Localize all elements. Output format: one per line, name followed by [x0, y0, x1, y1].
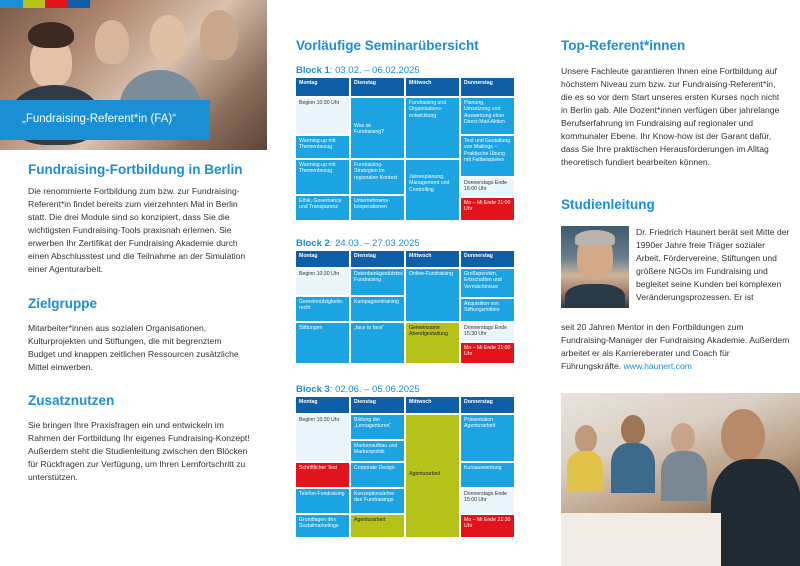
- course-heading: Fundraising-Fortbildung in Berlin: [28, 162, 243, 177]
- schedule-cell: Warming-up mit Themenbezug: [296, 160, 349, 194]
- schedule-cell: Corporate Design: [351, 463, 404, 487]
- day-header: Mittwoch: [406, 397, 459, 413]
- schedule-cell: Präsentation Agenturarbeit: [461, 415, 514, 461]
- schedule-cell: Ethik, Governance und Transparenz: [296, 196, 349, 220]
- brand-color-bar: [0, 0, 90, 8]
- block2-title: Block 2: 24.03. – 27.03.2025: [296, 238, 420, 249]
- day-header: Dienstag: [351, 251, 404, 267]
- schedule-cell: Beginn 10:30 Uhr: [296, 269, 349, 295]
- schedule-cell: Online-Fundraising: [406, 269, 459, 321]
- course-intro: Die renommierte Fortbildung zum bzw. zur Fundraising-Referent*in findet bereits zum vierzehnten Mal in Berlin statt. Die drei Module sind so konzipiert, dass Sie die wichtigsten Fundraising-Tools praxisnah erlernen. Sie erwerben Ihr Zertifikat der Fundraising Akademie durch einen Abschlusstest und die Teilnahme an der Simulation einer Agenturarbeit.: [28, 186, 246, 274]
- schedule-cell: Was ist Fundraising?: [351, 98, 404, 158]
- block3-title: Block 3: 02.06. – 05.06.2025: [296, 384, 420, 395]
- schedule-cell: Konzeptionslehre des Fundraisings: [351, 489, 404, 513]
- day-header: Donnerstag: [461, 251, 514, 267]
- schedule-cell: Markenaufbau und Markenpolitik: [351, 441, 404, 461]
- schedule-cell: Donnerstags Ende 15:00 Uhr: [461, 489, 514, 513]
- schedule-cell: Kursauswertung: [461, 463, 514, 487]
- schedule-cell: Gemeinsame Abendgestaltung: [406, 323, 459, 363]
- schedule-cell: Fundraising und Organisations-entwicklung: [406, 98, 459, 158]
- top-speakers-text: Unsere Fachleute garantieren Ihnen eine Fortbildung auf höchstem Niveau zum bzw. zur Fundraising-Referent*in, die es so vor dem Start unseres ersten Kurses noch nicht in Berlin gab. Alle Dozent*innen verfügen über jahrelange Berufserfahrung im Fundraising auf regionaler und kommunaler Ebene. Ihr Know-how ist der Garant dafür, dass Sie Ihre praktischen Herausforderungen im Alltag theoretisch fundiert bearbeiten können.: [561, 66, 780, 167]
- schedule-cell: Schriftlicher Test: [296, 463, 349, 487]
- day-header: Donnerstag: [461, 78, 514, 96]
- study-lead-text-a: Dr. Friedrich Haunert berät seit Mitte der 1990er Jahre freie Träger sozialer Arbeit, Fördervereine, Stiftungen und größere NGOs im Fundraising und begleitet seine Kunden bei komplexen Veränderungsprozessen. Er ist: [636, 227, 790, 302]
- block2-table: [296, 251, 514, 363]
- day-header: Mittwoch: [406, 251, 459, 267]
- schedule-cell: Fundraising-Strategien im regionalen Kontext: [351, 160, 404, 194]
- block1-title: Block 1: 03.02. – 06.02.2025: [296, 65, 420, 76]
- right-column: [533, 0, 800, 566]
- schedule-column: [267, 0, 533, 566]
- schedule-cell: Warming-up mit Themenbezug: [296, 136, 349, 158]
- day-header: Dienstag: [351, 397, 404, 413]
- schedule-cell: Grundlagen des Sozialmarketings: [296, 515, 349, 537]
- target-group-text: Mitarbeiter*innen aus sozialen Organisationen, Kulturprojekten und Stiftungen, die mit begrenztem Budget und knappen zeitlichen Ressourcen zusätzliche Mittel einwerben.: [28, 323, 239, 372]
- schedule-cell: Bildung der „Lernagenturen“: [351, 415, 404, 439]
- schedule-cell: Stiftungen: [296, 323, 349, 363]
- schedule-cell: Mo – Mi Ende 21:30 Uhr: [461, 515, 514, 537]
- schedule-cell: Mo – Mi Ende 21:00 Uhr: [461, 343, 514, 363]
- schedule-cell: Mo – Mi Ende 21:00 Uhr: [461, 198, 514, 220]
- workshop-group-photo: [561, 393, 800, 566]
- schedule-cell: Telefon-Fundraising: [296, 489, 349, 513]
- schedule-cell: Beginn 10:30 Uhr: [296, 98, 349, 134]
- schedule-cell: Großspenden, Erbschaften und Vermächtnisse: [461, 269, 514, 297]
- study-lead-heading: Studienleitung: [561, 197, 655, 212]
- schedule-cell: Beginn 10:30 Uhr: [296, 415, 349, 461]
- day-header: Montag: [296, 78, 349, 96]
- schedule-cell: Agenturarbeit: [351, 515, 404, 537]
- study-lead-portrait: [561, 226, 629, 308]
- schedule-cell: Gemeinnützigkeits-recht: [296, 297, 349, 321]
- schedule-cell: „face to face“: [351, 323, 404, 363]
- schedule-cell: Jahresplanung, Management und Controlling: [406, 160, 459, 220]
- schedule-cell: Agenturarbeit: [406, 415, 459, 537]
- course-title-banner: „Fundraising-Referent*in (FA)“: [0, 100, 210, 140]
- left-column: [0, 0, 267, 566]
- top-speakers-heading: Top-Referent*innen: [561, 38, 686, 53]
- day-header: Montag: [296, 397, 349, 413]
- day-header: Mittwoch: [406, 78, 459, 96]
- added-value-heading: Zusatznutzen: [28, 393, 115, 408]
- schedule-cell: Donnerstags Ende 15:30 Uhr: [461, 323, 514, 341]
- target-group-heading: Zielgruppe: [28, 296, 98, 311]
- day-header: Donnerstag: [461, 397, 514, 413]
- study-lead-text-b: seit 20 Jahren Mentor in den Fortbildungen zum Fundraising-Manager der Fundraising Akademie. Außerdem arbeitet er als Karriereberater und Coach für Führungskräfte. www.haunert.com: [561, 322, 790, 371]
- schedule-cell: Akquisition von Stiftungsmitteln: [461, 299, 514, 321]
- schedule-cell: Kampagnentraining: [351, 297, 404, 321]
- day-header: Dienstag: [351, 78, 404, 96]
- schedule-cell: Datenbankgestütztes Fundraising: [351, 269, 404, 295]
- website-link[interactable]: www.haunert.com: [623, 361, 692, 371]
- added-value-text: Sie bringen Ihre Praxisfragen ein und entwickeln im Rahmen der Fortbildung Ihr eigenes Fundraising-Konzept! Außerdem steht die Studienleitung zwischen den Blöcken für Rückfragen zur Verfügung, um Ihren Lernfortschritt zu unterstützen.: [28, 420, 250, 482]
- block3-table: [296, 397, 514, 537]
- schedule-cell: Donnerstags Ende 16:00 Uhr: [461, 178, 514, 196]
- schedule-heading: Vorläufige Seminarübersicht: [296, 38, 479, 53]
- schedule-cell: Unternehmens-kooperationen: [351, 196, 404, 220]
- schedule-cell: Text und Gestaltung von Mailings – Praktische Übung mit Fallbeispielen: [461, 136, 514, 176]
- day-header: Montag: [296, 251, 349, 267]
- schedule-cell: Planung, Umsetzung und Auswertung einer Direct-Mail-Aktion: [461, 98, 514, 134]
- block1-table: [296, 78, 514, 220]
